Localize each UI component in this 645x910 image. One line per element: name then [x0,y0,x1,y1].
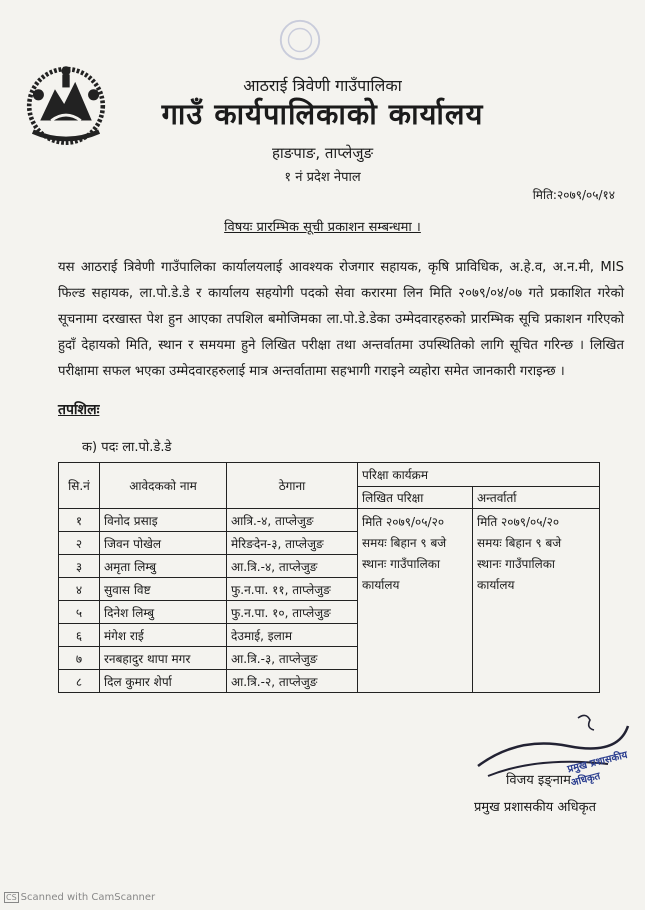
signatory-name: विजय इङ्नाम [506,773,571,788]
table-row [59,509,600,532]
row-address: आ.त्रि.-४, ताप्लेजुङ [227,555,358,578]
header-address: ठेगाना [227,463,358,509]
post-line: क) पदः ला.पो.डे.डे [82,440,172,455]
header-program: परिक्षा कार्यक्रम [358,463,600,487]
row-address: आ.त्रि.-३, ताप्लेजुङ [227,647,358,670]
row-address: आ.त्रि.-२, ताप्लेजुङ [227,670,358,693]
interview-place: स्थानः गाउँपालिका [477,557,556,571]
written-time: समयः बिहान ९ बजे [362,536,447,550]
interview-date: मिति २०७९/०५/२० [477,515,560,529]
candidate-table [58,462,600,693]
interview-time: समयः बिहान ९ बजे [477,536,562,550]
row-name: रनबहादुर थापा मगर [100,647,227,670]
date-line: मिति:२०७९/०५/१४ [532,188,615,202]
scanner-text: Scanned with CamScanner [20,892,156,903]
written-exam-cell [358,509,473,693]
office-title: गाउँ कार्यपालिकाको कार्यालय [161,97,484,131]
row-sn: १ [59,509,100,532]
watermark-seal-icon [276,16,324,64]
subject-line [0,217,645,235]
row-name: दिल कुमार शेर्पा [100,670,227,693]
official-stamp-text: प्रमुख प्रशासकीय अधिकृत [566,749,629,789]
row-address: देउमाई, इलाम [227,624,358,647]
details-heading: तपशिलः [58,402,100,418]
scanner-watermark [4,892,155,903]
interview-cell [473,509,600,693]
row-sn: ६ [59,624,100,647]
row-sn: २ [59,532,100,555]
office-address: हाङपाङ, ताप्लेजुङ [271,144,374,162]
row-name: मंगेश राई [100,624,227,647]
subject-text: विषयः प्रारम्भिक सूची प्रकाशन सम्बन्धमा । [224,220,421,235]
signatory-title: प्रमुख प्रशासकीय अधिकृत [474,800,597,815]
row-name: जिवन पोखेल [100,532,227,555]
row-address: आत्रि.-४, ताप्लेजुङ [227,509,358,532]
header-written: लिखित परिक्षा [358,487,473,509]
row-address: मेरिङदेन-३, ताप्लेजुङ [227,532,358,555]
province-line: १ नं प्रदेश नेपाल [284,170,361,185]
row-name: विनोद प्रसाइ [100,509,227,532]
interview-place-office: कार्यालय [477,578,515,592]
row-address: फु.न.पा. ११, ताप्लेजुङ [227,578,358,601]
row-sn: ७ [59,647,100,670]
written-place-office: कार्यालय [362,578,400,592]
body-paragraph: यस आठराई त्रिवेणी गाउँपालिका कार्यालयलाई आवश्यक रोजगार सहायक, कृषि प्राविधिक, अ.हे.व, अ.न.मी, MIS फिल्ड सहायक, ला.पो.डे.डे र कार्यालय सहयोगी पदको सेवा करारमा लिन मिति २०७९/०४/०७ गते प्रकाशित गरेको सूचनामा दरखास्त पेश हुन आएका तपशिल बमोजिमका ला.पो.डे.डेका उम्मेदवारहरुको प्रारम्भिक सूचि प्रकाशन गरिएको हुदाँ देहायको मिति, स्थान र समयमा हुने लिखित परीक्षा तथा अन्तर्वातमा उपस्थितिको लागि सूचित गरिन्छ । लिखित परीक्षामा सफल भएका उम्मेदवारहरुलाई मात्र अन्तर्वातामा सहभागी गराइने व्यहोरा समेत जानकारी गराइन्छ । [58,260,624,379]
row-address: फु.न.पा. १०, ताप्लेजुङ [227,601,358,624]
header-interview: अन्तर्वार्ता [473,487,600,509]
municipality-name: आठराई त्रिवेणी गाउँपालिका [243,76,402,95]
header-sn: सि.नं [59,463,100,509]
row-name: अमृता लिम्बु [100,555,227,578]
row-sn: ३ [59,555,100,578]
camscanner-icon: CS [6,893,17,902]
header-name: आवेदकको नाम [100,463,227,509]
row-sn: ८ [59,670,100,693]
row-sn: ५ [59,601,100,624]
row-name: सुवास विष्ट [100,578,227,601]
row-name: दिनेश लिम्बु [100,601,227,624]
row-sn: ४ [59,578,100,601]
written-date: मिति २०७९/०५/२० [362,515,445,529]
written-place: स्थानः गाउँपालिका [362,557,441,571]
